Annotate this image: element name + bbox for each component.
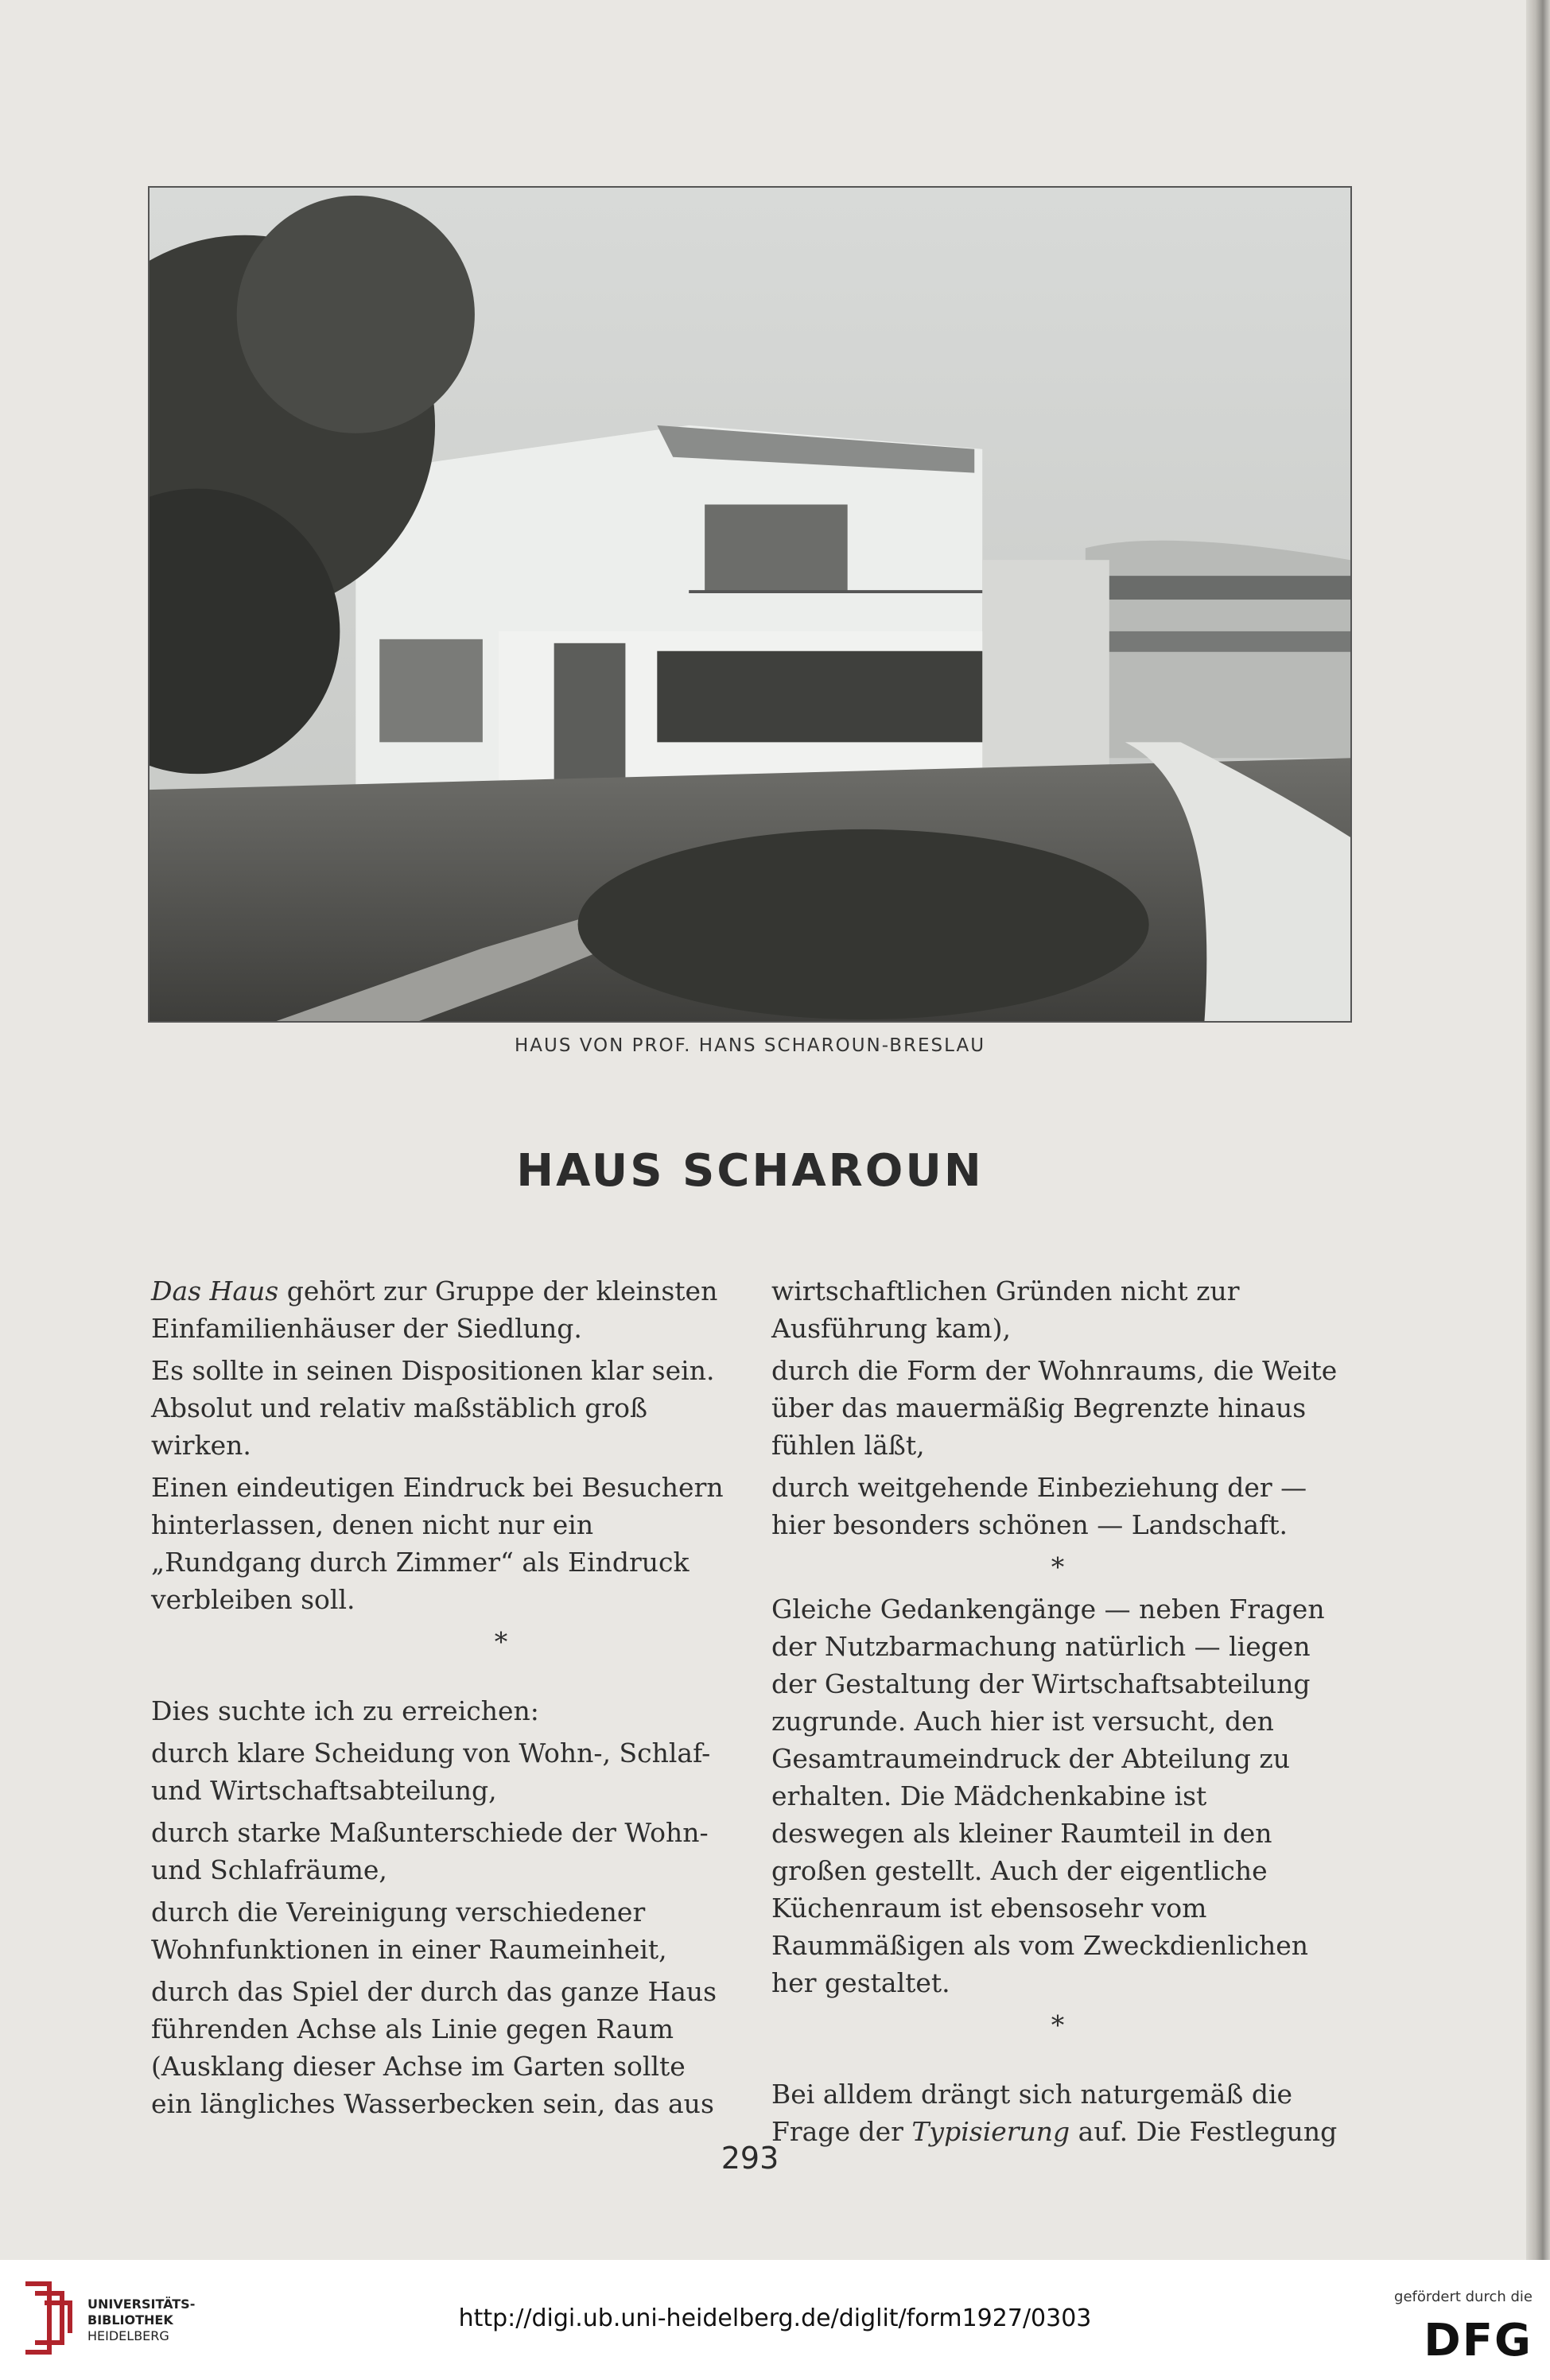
paragraph: durch die Vereinigung verschiedener Wohnfunktionen in einer Raumeinheit, — [151, 1897, 667, 1965]
left-text-column — [151, 1272, 724, 2122]
source-url-link[interactable]: http://digi.ub.uni-heidelberg.de/diglit/form1927/0303 — [458, 2304, 1092, 2332]
paragraph: wirtschaftlichen Gründen nicht zur Ausführung kam), — [771, 1275, 1240, 1344]
paragraph: durch das Spiel der durch das ganze Haus führenden Achse als Linie gegen Raum (Ausklang dieser Achse im Garten sollte ein längliches Wasserbecken sein, das aus — [151, 1976, 717, 2119]
paragraph: Gleiche Gedankengänge — neben Fragen der Nutzbarmachung natürlich — liegen der Gestaltung der Wirtschaftsabteilung zugrunde. Auch hier ist versucht, den Gesamtraumeindruck der Abteilung zu erhalten. Die Mädchenkabine ist deswegen als kleiner Raumteil in den großen gestellt. Auch der eigentliche Küchenraum ist ebensosehr vom Raummäßigen als vom Zweckdienlichen her gestaltet. — [771, 1594, 1325, 1998]
paragraph: Es sollte in seinen Dispositionen klar sein. Absolut und relativ maßstäblich groß wirken. — [151, 1355, 715, 1461]
paragraph: durch weitgehende Einbeziehung der — hier besonders schönen — Landschaft. — [771, 1472, 1307, 1540]
dfg-logo: DFG — [1424, 2315, 1533, 2366]
library-name-line: HEIDELBERG — [87, 2328, 169, 2343]
spacer — [771, 2044, 1344, 2075]
page-number: 293 — [721, 2141, 779, 2176]
library-name-line: BIBLIOTHEK — [87, 2312, 173, 2328]
paragraph: Dies suchte ich zu erreichen: — [151, 1695, 539, 1726]
emphasis-text: Typisierung — [911, 2116, 1070, 2147]
house-photo-illustration — [150, 188, 1350, 1021]
section-divider-asterisk: * — [494, 1626, 508, 1657]
house-photograph — [148, 186, 1352, 1023]
emphasis-text: Das Haus — [151, 1275, 279, 1306]
paragraph-text: gehört zur Gruppe der kleinsten Einfamilienhäuser der Siedlung. — [151, 1275, 718, 1344]
section-divider-asterisk: * — [1051, 1551, 1065, 1582]
paragraph — [151, 1272, 724, 1347]
section-divider-asterisk: * — [1051, 2009, 1065, 2040]
digitization-footer — [0, 2260, 1550, 2380]
right-text-column — [771, 1272, 1344, 2150]
library-name-line: UNIVERSITÄTS- — [87, 2297, 196, 2312]
paragraph: durch starke Maßunterschiede der Wohn- und Schlafräume, — [151, 1817, 709, 1885]
article-title: HAUS SCHAROUN — [516, 1145, 984, 1197]
paragraph — [771, 2075, 1344, 2150]
page-edge — [1526, 0, 1550, 2380]
paragraph: Einen eindeutigen Eindruck bei Besuchern hinterlassen, denen nicht nur ein „Rundgang durch Zimmer“ als Eindruck verbleiben soll. — [151, 1472, 724, 1615]
paragraph: durch klare Scheidung von Wohn-, Schlaf- und Wirtschaftsabteilung, — [151, 1737, 711, 1806]
paragraph-text-tail: auf. Die Festlegung — [1070, 2116, 1338, 2147]
funding-note: gefördert durch die — [1394, 2289, 1533, 2305]
photo-caption: HAUS VON PROF. HANS SCHAROUN-BRESLAU — [514, 1035, 986, 1056]
spacer — [151, 1660, 724, 1692]
paragraph: durch die Form der Wohnraums, die Weite über das mauermäßig Begrenzte hinaus fühlen läßt, — [771, 1355, 1338, 1461]
paragraph-text: Bei alldem drängt sich naturgemäß die Frage der — [771, 2079, 1293, 2147]
